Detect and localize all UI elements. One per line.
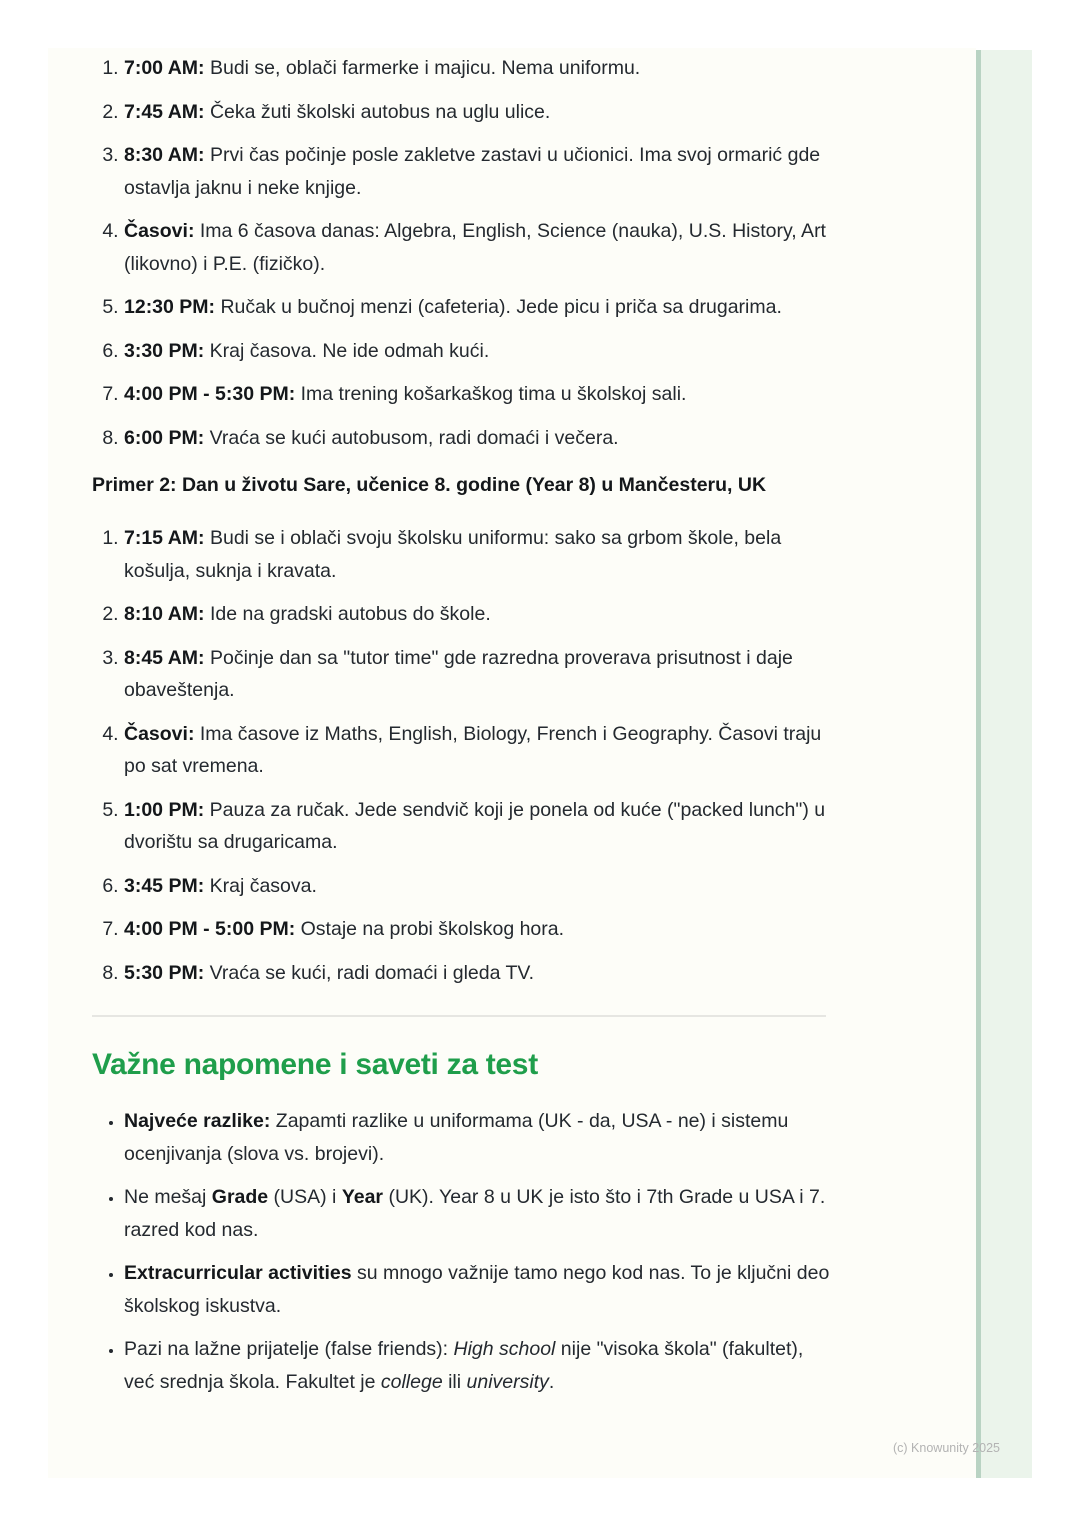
item-text: Čeka žuti školski autobus na uglu ulice. bbox=[204, 100, 551, 123]
list-item bbox=[124, 870, 832, 903]
tip-text: Ne mešaj bbox=[124, 1186, 212, 1208]
example1-schedule-list bbox=[92, 52, 832, 454]
item-time-label: 8:30 AM: bbox=[124, 144, 205, 166]
item-text: Vraća se kući, radi domaći i gleda TV. bbox=[204, 961, 535, 984]
tip-bold: Najveće razlike: bbox=[124, 1110, 271, 1132]
list-item bbox=[124, 335, 832, 368]
item-text: Ima 6 časova danas: Algebra, English, Science (nauka), U.S. History, Art (likovno) i P.E. (fizičko). bbox=[124, 220, 826, 275]
item-text: Prvi čas počinje posle zakletve zastavi u učionici. Ima svoj ormarić gde ostavlja jaknu i neke knjige. bbox=[124, 144, 821, 199]
tip-text: Zapamti razlike u uniformama (UK - da, USA - ne) i sistemu ocenjivanja (slova vs. brojevi). bbox=[124, 1110, 789, 1165]
tip-bold: Extracurricular activities bbox=[124, 1262, 352, 1284]
item-time-label: 4:00 PM - 5:00 PM: bbox=[124, 918, 296, 940]
item-text: Vraća se kući autobusom, radi domaći i večera. bbox=[204, 426, 619, 449]
item-text: Ide na gradski autobus do škole. bbox=[204, 603, 491, 625]
tip-text: su mnogo važnije tamo nego kod nas. To je ključni deo školskog iskustva. bbox=[124, 1262, 830, 1317]
list-item bbox=[124, 794, 832, 859]
item-text: Počinje dan sa "tutor time" gde razredna proverava prisutnost i daje obaveštenja. bbox=[124, 646, 793, 701]
tip-text: Pazi na lažne prijatelje (false friends): bbox=[124, 1338, 454, 1360]
right-margin-bar bbox=[976, 50, 1032, 1478]
list-item bbox=[124, 422, 832, 455]
item-text: Ima časove iz Maths, English, Biology, French i Geography. Časovi traju po sat vremena. bbox=[124, 722, 822, 777]
item-time-label: 3:30 PM: bbox=[124, 339, 205, 362]
item-time-label: 1:00 PM: bbox=[124, 798, 205, 821]
tip-text: . bbox=[548, 1370, 555, 1393]
item-time-label: 4:00 PM - 5:30 PM: bbox=[124, 383, 296, 405]
tip-text: ili bbox=[442, 1370, 467, 1393]
document-content bbox=[92, 52, 832, 1409]
item-time-label: 8:45 AM: bbox=[124, 646, 205, 669]
list-item bbox=[124, 291, 832, 324]
list-item bbox=[124, 378, 832, 411]
list-item bbox=[124, 522, 832, 587]
item-time-label: Časovi: bbox=[124, 220, 195, 242]
item-text: Budi se, oblači farmerke i majicu. Nema uniformu. bbox=[204, 57, 641, 79]
copyright-watermark: (c) Knowunity 2025 bbox=[893, 1441, 1001, 1455]
list-item bbox=[124, 1333, 832, 1398]
list-item bbox=[124, 642, 832, 707]
item-text: Ručak u bučnoj menzi (cafeteria). Jede picu i priča sa drugarima. bbox=[215, 296, 782, 318]
item-time-label: 5:30 PM: bbox=[124, 961, 205, 984]
tip-bold: Grade bbox=[211, 1186, 269, 1208]
example2-schedule-list bbox=[92, 522, 832, 989]
item-time-label: 3:45 PM: bbox=[124, 874, 205, 897]
list-item bbox=[124, 1257, 832, 1322]
list-item bbox=[124, 1181, 832, 1246]
item-text: Kraj časova. Ne ide odmah kući. bbox=[204, 339, 490, 362]
section-divider bbox=[92, 1015, 826, 1017]
item-text: Ostaje na probi školskog hora. bbox=[295, 918, 565, 940]
tip-italic: High school bbox=[453, 1338, 556, 1360]
item-text: Kraj časova. bbox=[204, 874, 317, 897]
item-time-label: 7:45 AM: bbox=[124, 100, 205, 123]
item-time-label: 8:10 AM: bbox=[124, 603, 205, 625]
list-item bbox=[124, 96, 832, 129]
list-item bbox=[124, 215, 832, 280]
list-item bbox=[124, 52, 832, 85]
tip-text: (UK). Year 8 u UK je isto što i 7th Grade u USA i 7. razred kod nas. bbox=[124, 1186, 826, 1241]
example2-title: Primer 2: Dan u životu Sare, učenice 8. godine (Year 8) u Mančesteru, UK bbox=[92, 474, 767, 496]
tip-bold: Year bbox=[341, 1186, 384, 1208]
item-time-label: 7:00 AM: bbox=[124, 57, 205, 79]
list-item bbox=[124, 598, 832, 631]
list-item bbox=[124, 913, 832, 946]
tips-heading: Važne napomene i saveti za test bbox=[92, 1048, 538, 1081]
list-item bbox=[124, 1105, 832, 1170]
tips-list bbox=[92, 1105, 832, 1398]
item-time-label: 6:00 PM: bbox=[124, 426, 205, 449]
list-item bbox=[124, 139, 832, 204]
list-item bbox=[124, 718, 832, 783]
tip-text: nije "visoka škola" (fakultet), već srednja škola. Fakultet je bbox=[124, 1338, 804, 1393]
list-item bbox=[124, 957, 832, 990]
tip-italic: university bbox=[466, 1370, 549, 1393]
tip-text: (USA) i bbox=[268, 1186, 342, 1208]
item-text: Budi se i oblači svoju školsku uniformu: sako sa grbom škole, bela košulja, suknja i kravata. bbox=[124, 527, 782, 582]
item-time-label: Časovi: bbox=[124, 722, 195, 745]
item-text: Ima trening košarkaškog tima u školskoj sali. bbox=[295, 383, 687, 405]
item-text: Pauza za ručak. Jede sendvič koji je ponela od kuće ("packed lunch") u dvorištu sa drugaricama. bbox=[124, 798, 826, 853]
tip-italic: college bbox=[380, 1370, 443, 1393]
item-time-label: 7:15 AM: bbox=[124, 527, 205, 549]
item-time-label: 12:30 PM: bbox=[124, 296, 216, 318]
